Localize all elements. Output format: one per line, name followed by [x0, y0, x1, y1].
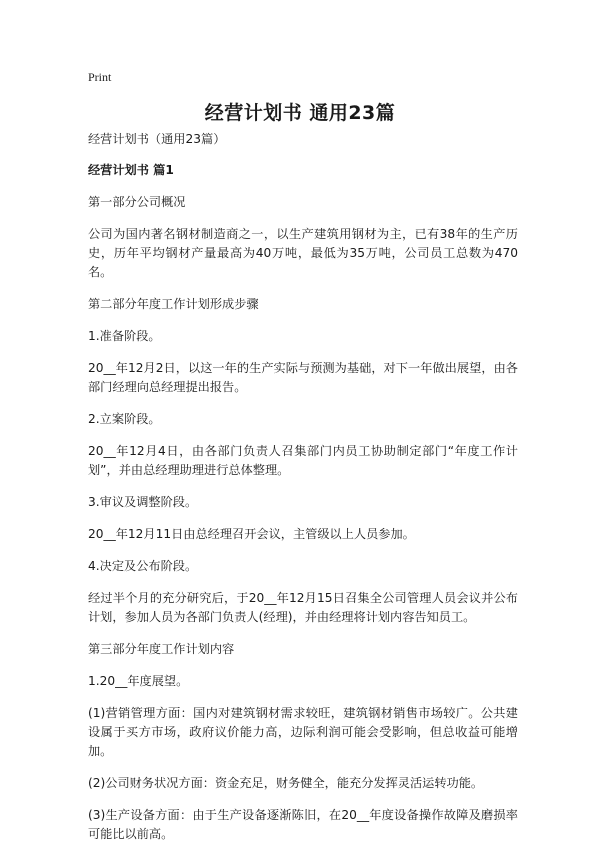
- page-title: 经营计划书 通用23篇: [204, 102, 396, 124]
- section-heading: 经营计划书 篇1: [88, 163, 174, 177]
- paragraph: (3)生产设备方面：由于生产设备逐渐陈旧，在20__年度设备操作故障及磨损率可能比以前高。: [88, 808, 518, 841]
- paragraph: 4.决定及公布阶段。: [88, 559, 198, 573]
- paragraph: 第二部分年度工作计划形成步骤: [88, 297, 259, 311]
- paragraph: 20__年12月4日，由各部门负责人召集部门内员工协助制定部门“年度工作计划”，并由总经理助理进行总体整理。: [88, 444, 518, 477]
- paragraph: 2.立案阶段。: [88, 412, 161, 426]
- paragraph: 1.20__年度展望。: [88, 674, 189, 688]
- print-link[interactable]: Print: [88, 70, 112, 84]
- paragraph: 1.准备阶段。: [88, 329, 161, 343]
- paragraph: 第三部分年度工作计划内容: [88, 642, 235, 656]
- paragraph: (2)公司财务状况方面：资金充足，财务健全，能充分发挥灵活运转功能。: [88, 776, 484, 790]
- paragraph: 第一部分公司概况: [88, 195, 186, 209]
- paragraph: (1)营销管理方面：国内对建筑钢材需求较旺，建筑钢材销售市场较广。公共建设属于买方市场，政府议价能力高，边际利润可能会受影响，但总收益可能增加。: [88, 706, 518, 758]
- paragraph: 20__年12月11日由总经理召开会议，主管级以上人员参加。: [88, 527, 415, 541]
- paragraph: 20__年12月2日，以这一年的生产实际与预测为基础，对下一年做出展望，由各部门经理向总经理提出报告。: [88, 361, 518, 394]
- document-subtitle: 经营计划书（通用23篇）: [88, 132, 226, 146]
- paragraph: 经过半个月的充分研究后，于20__年12月15日召集全公司管理人员会议并公布计划，参加人员为各部门负责人(经理)，并由经理将计划内容告知员工。: [88, 591, 518, 624]
- document-body: [88, 130, 518, 857]
- paragraph: 3.审议及调整阶段。: [88, 495, 198, 509]
- paragraph: 公司为国内著名钢材制造商之一，以生产建筑用钢材为主，已有38年的生产历史，历年平均钢材产量最高为40万吨，最低为35万吨，公司员工总数为470名。: [88, 227, 518, 279]
